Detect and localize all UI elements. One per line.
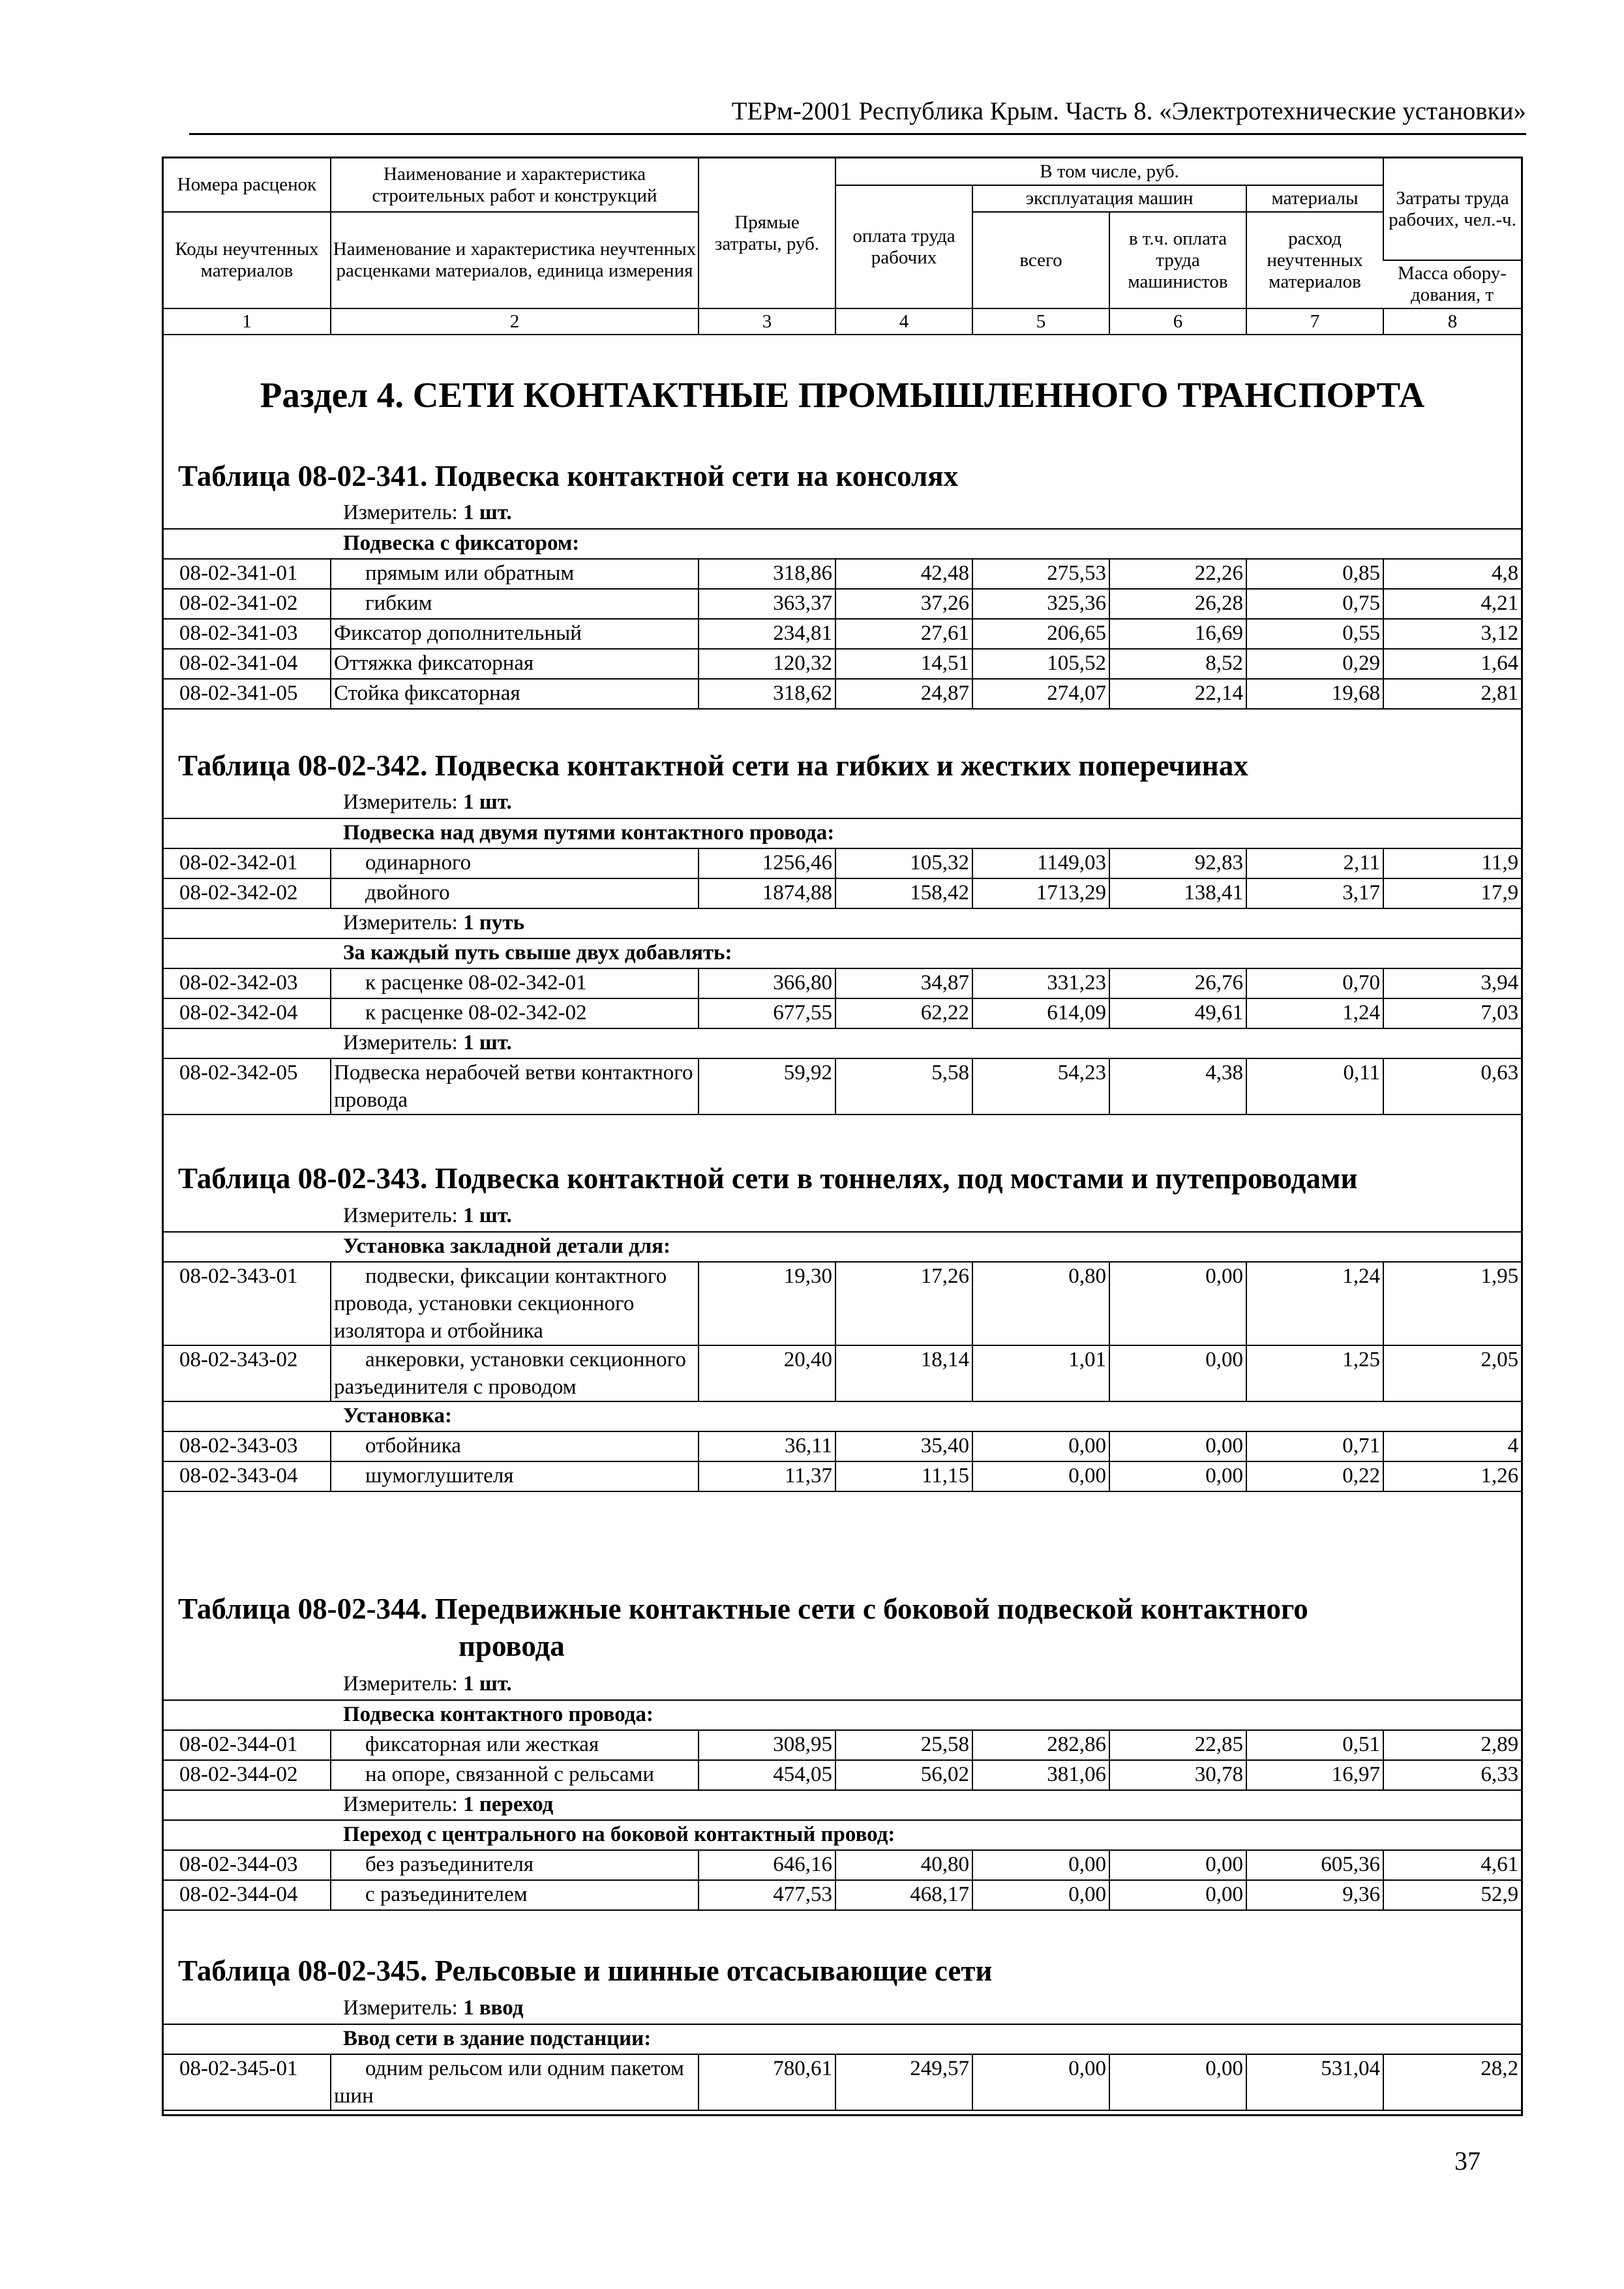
machines-total-value: 275,53 [972,559,1109,589]
header-rate-numbers: Номера расценок [164,158,331,212]
labor-hours-value: 3,12 [1383,619,1521,649]
machinist-pay-value: 0,00 [1109,1431,1246,1461]
machinist-pay-value: 4,38 [1109,1058,1246,1115]
machinist-pay-value: 26,28 [1109,589,1246,619]
table-title: Таблица 08-02-345. Рельсовые и шинные отсасывающие сети [178,1954,993,1987]
machinist-pay-value: 22,14 [1109,679,1246,709]
measure-cell [164,1028,1521,1058]
work-name: Фиксатор дополнительный [331,619,699,649]
machinist-pay-value: 49,61 [1109,998,1246,1028]
labor-hours-value: 4,21 [1383,589,1521,619]
rate-code: 08-02-343-02 [164,1345,331,1401]
header-material-codes: Коды неучтенных материалов [164,212,331,308]
running-header: ТЕРм-2001 Республика Крым. Часть 8. «Электротехнические установки» [189,97,1526,135]
materials-value: 0,22 [1246,1461,1383,1491]
measure-unit: 1 ввод [463,1996,524,2020]
labor-pay-value: 105,32 [835,848,972,878]
materials-value: 0,70 [1246,968,1383,998]
group-heading: Установка закладной детали для: [164,1232,1521,1262]
machines-total-value: 381,06 [972,1760,1109,1790]
machines-total-value: 0,80 [972,1262,1109,1345]
direct-cost-value: 11,37 [699,1461,835,1491]
rates-table-342 [164,788,1521,1115]
table-row [164,1058,1521,1115]
column-header-table [164,158,1521,335]
labor-hours-value: 1,95 [1383,1262,1521,1345]
rate-code: 08-02-344-03 [164,1850,331,1880]
direct-cost-value: 1256,46 [699,848,835,878]
table-title: Таблица 08-02-341. Подвеска контактной сети на консолях [178,460,959,492]
machinist-pay-value: 26,76 [1109,968,1246,998]
measure-row [164,1202,1521,1232]
rate-code: 08-02-341-02 [164,589,331,619]
work-name: анкеровки, установки секционного разъединителя с проводом [331,1345,699,1401]
machines-total-value: 1,01 [972,1345,1109,1401]
work-name: отбойника [331,1431,699,1461]
work-name: подвески, фиксации контактного провода, установки секционного изолятора и отбойника [331,1262,699,1345]
labor-hours-value: 1,64 [1383,649,1521,679]
work-name: к расценке 08-02-342-02 [331,998,699,1028]
rates-table-343 [164,1202,1521,1492]
machinist-pay-value: 0,00 [1109,1850,1246,1880]
direct-cost-value: 318,62 [699,679,835,709]
machines-total-value: 614,09 [972,998,1109,1028]
direct-cost-value: 36,11 [699,1431,835,1461]
rate-code: 08-02-342-05 [164,1058,331,1115]
labor-pay-value: 14,51 [835,649,972,679]
direct-cost-value: 19,30 [699,1262,835,1345]
table-row [164,679,1521,709]
labor-hours-value: 1,26 [1383,1461,1521,1491]
direct-cost-value: 780,61 [699,2054,835,2110]
group-heading: Установка: [164,1401,1521,1431]
work-name: шумоглушителя [331,1461,699,1491]
materials-value: 0,71 [1246,1431,1383,1461]
machines-total-value: 325,36 [972,589,1109,619]
materials-value: 1,24 [1246,1262,1383,1345]
materials-value: 3,17 [1246,878,1383,908]
machines-total-value: 0,00 [972,2054,1109,2110]
machinist-pay-value: 92,83 [1109,848,1246,878]
header-labor-pay: оплата труда рабочих [835,185,972,308]
labor-hours-value: 2,05 [1383,1345,1521,1401]
measure-unit: 1 шт. [463,790,512,814]
materials-value: 2,11 [1246,848,1383,878]
measure-label: Измеритель: [343,1204,464,1227]
materials-value: 19,68 [1246,679,1383,709]
materials-value: 531,04 [1246,2054,1383,2110]
labor-hours-value: 4,61 [1383,1850,1521,1880]
table-row [164,1880,1521,1910]
measure-row [164,908,1521,938]
machines-total-value: 0,00 [972,1431,1109,1461]
machinist-pay-value: 0,00 [1109,2054,1246,2110]
group-row [164,818,1521,848]
measure-label: Измеритель: [343,1793,464,1816]
labor-pay-value: 35,40 [835,1431,972,1461]
work-name: Оттяжка фиксаторная [331,649,699,679]
table-row [164,968,1521,998]
measure-unit: 1 шт. [463,1031,512,1055]
header-machines-total: всего [972,212,1109,308]
labor-pay-value: 62,22 [835,998,972,1028]
machinist-pay-value: 30,78 [1109,1760,1246,1790]
measure-cell [164,788,1521,818]
machines-total-value: 0,00 [972,1880,1109,1910]
work-name: Подвеска нерабочей ветви контактного провода [331,1058,699,1115]
machines-total-value: 274,07 [972,679,1109,709]
table-row [164,649,1521,679]
price-table-frame [162,157,1523,2116]
measure-cell [164,1994,1521,2024]
labor-pay-value: 18,14 [835,1345,972,1401]
direct-cost-value: 454,05 [699,1760,835,1790]
rate-code: 08-02-341-05 [164,679,331,709]
labor-hours-value: 17,9 [1383,878,1521,908]
work-name: одним рельсом или одним пакетом шин [331,2054,699,2110]
table-row [164,1431,1521,1461]
work-name: фиксаторная или жесткая [331,1730,699,1760]
header-equipment-mass: Масса обору-дования, т [1383,260,1521,308]
work-name: одинарного [331,848,699,878]
rate-code: 08-02-343-01 [164,1262,331,1345]
labor-hours-value: 28,2 [1383,2054,1521,2110]
group-heading: Подвеска контактного провода: [164,1700,1521,1730]
labor-pay-value: 34,87 [835,968,972,998]
measure-cell [164,1670,1521,1700]
rates-table-345 [164,1994,1521,2111]
group-row [164,1820,1521,1850]
group-heading: Ввод сети в здание подстанции: [164,2024,1521,2054]
rate-code: 08-02-345-01 [164,2054,331,2110]
rate-code: 08-02-344-04 [164,1880,331,1910]
labor-hours-value: 7,03 [1383,998,1521,1028]
table-row [164,848,1521,878]
column-number-row [164,308,1521,335]
direct-cost-value: 59,92 [699,1058,835,1115]
group-heading: Подвеска над двумя путями контактного провода: [164,818,1521,848]
measure-label: Измеритель: [343,501,464,524]
direct-cost-value: 20,40 [699,1345,835,1401]
measure-unit: 1 шт. [463,1204,512,1227]
materials-value: 1,25 [1246,1345,1383,1401]
group-heading: Подвеска с фиксатором: [164,529,1521,559]
machines-total-value: 206,65 [972,619,1109,649]
measure-label: Измеритель: [343,1031,464,1055]
header-including: В том числе, руб. [835,158,1383,185]
group-heading: Переход с центрального на боковой контактный провод: [164,1820,1521,1850]
materials-value: 0,85 [1246,559,1383,589]
labor-hours-value: 11,9 [1383,848,1521,878]
measure-label: Измеритель: [343,790,464,814]
materials-value: 0,55 [1246,619,1383,649]
labor-pay-value: 17,26 [835,1262,972,1345]
machines-total-value: 0,00 [972,1850,1109,1880]
machines-total-value: 1713,29 [972,878,1109,908]
machines-total-value: 54,23 [972,1058,1109,1115]
column-number: 5 [972,308,1109,335]
work-name: к расценке 08-02-342-01 [331,968,699,998]
machines-total-value: 105,52 [972,649,1109,679]
labor-hours-value: 3,94 [1383,968,1521,998]
measure-row [164,1028,1521,1058]
header-unaccounted-materials: расход неучтенных материалов [1246,212,1383,308]
labor-pay-value: 42,48 [835,559,972,589]
direct-cost-value: 318,86 [699,559,835,589]
measure-unit: 1 путь [463,911,525,935]
rate-code: 08-02-342-02 [164,878,331,908]
rates-table-344 [164,1670,1521,1911]
machinist-pay-value: 0,00 [1109,1461,1246,1491]
column-number: 4 [835,308,972,335]
direct-cost-value: 234,81 [699,619,835,649]
table-title: Таблица 08-02-343. Подвеска контактной сети в тоннелях, под мостами и путепроводами [178,1162,1358,1195]
header-direct-costs: Прямые затраты, руб. [699,158,835,308]
column-number: 1 [164,308,331,335]
measure-cell [164,1790,1521,1820]
machinist-pay-value: 22,85 [1109,1730,1246,1760]
machines-total-value: 331,23 [972,968,1109,998]
materials-value: 0,75 [1246,589,1383,619]
header-work-name: Наименование и характеристика строительных работ и конструкций [331,158,699,212]
materials-value: 0,51 [1246,1730,1383,1760]
direct-cost-value: 308,95 [699,1730,835,1760]
labor-pay-value: 11,15 [835,1461,972,1491]
measure-label: Измеритель: [343,1672,464,1696]
measure-row [164,1994,1521,2024]
group-row [164,1700,1521,1730]
labor-pay-value: 27,61 [835,619,972,649]
measure-row [164,499,1521,529]
group-row [164,529,1521,559]
column-number: 8 [1383,308,1521,335]
header-machines: эксплуатация машин [972,185,1246,212]
labor-hours-value: 0,63 [1383,1058,1521,1115]
group-heading: За каждый путь свыше двух добавлять: [164,938,1521,968]
materials-value: 9,36 [1246,1880,1383,1910]
measure-row [164,1670,1521,1700]
work-name: гибким [331,589,699,619]
table-title: Таблица 08-02-342. Подвеска контактной сети на гибких и жестких поперечинах [178,749,1248,782]
materials-value: 1,24 [1246,998,1383,1028]
table-row [164,1461,1521,1491]
labor-hours-value: 2,81 [1383,679,1521,709]
table-row [164,589,1521,619]
measure-cell [164,908,1521,938]
rate-code: 08-02-341-03 [164,619,331,649]
machines-total-value: 0,00 [972,1461,1109,1491]
group-row [164,1401,1521,1431]
column-number: 3 [699,308,835,335]
column-number: 6 [1109,308,1246,335]
rate-code: 08-02-343-04 [164,1461,331,1491]
machinist-pay-value: 0,00 [1109,1262,1246,1345]
rate-code: 08-02-341-04 [164,649,331,679]
machinist-pay-value: 8,52 [1109,649,1246,679]
direct-cost-value: 677,55 [699,998,835,1028]
rate-code: 08-02-344-02 [164,1760,331,1790]
table-row [164,2054,1521,2110]
rate-code: 08-02-343-03 [164,1431,331,1461]
labor-pay-value: 37,26 [835,589,972,619]
machinist-pay-value: 22,26 [1109,559,1246,589]
direct-cost-value: 366,80 [699,968,835,998]
table-row [164,619,1521,649]
materials-value: 0,29 [1246,649,1383,679]
table-title-continued: провода [459,1630,565,1662]
work-name: Стойка фиксаторная [331,679,699,709]
labor-pay-value: 56,02 [835,1760,972,1790]
materials-value: 16,97 [1246,1760,1383,1790]
work-name: без разъединителя [331,1850,699,1880]
work-name: с разъединителем [331,1880,699,1910]
labor-pay-value: 25,58 [835,1730,972,1760]
measure-label: Измеритель: [343,911,464,935]
table-row [164,1345,1521,1401]
measure-cell [164,499,1521,529]
header-labor-cost: Затраты труда рабочих, чел.-ч. [1383,158,1521,260]
group-row [164,1232,1521,1262]
page-number: 37 [1454,2146,1481,2176]
labor-pay-value: 158,42 [835,878,972,908]
measure-label: Измеритель: [343,1996,464,2020]
table-row [164,1850,1521,1880]
materials-value: 605,36 [1246,1850,1383,1880]
direct-cost-value: 477,53 [699,1880,835,1910]
labor-pay-value: 24,87 [835,679,972,709]
labor-hours-value: 2,89 [1383,1730,1521,1760]
labor-pay-value: 468,17 [835,1880,972,1910]
measure-unit: 1 переход [463,1793,554,1816]
machinist-pay-value: 0,00 [1109,1345,1246,1401]
column-number: 2 [331,308,699,335]
materials-value: 0,11 [1246,1058,1383,1115]
labor-pay-value: 249,57 [835,2054,972,2110]
table-row [164,998,1521,1028]
direct-cost-value: 1874,88 [699,878,835,908]
labor-pay-value: 5,58 [835,1058,972,1115]
column-number: 7 [1246,308,1383,335]
labor-hours-value: 4,8 [1383,559,1521,589]
work-name: прямым или обратным [331,559,699,589]
labor-hours-value: 6,33 [1383,1760,1521,1790]
rate-code: 08-02-342-04 [164,998,331,1028]
measure-row [164,1790,1521,1820]
labor-hours-value: 52,9 [1383,1880,1521,1910]
machinist-pay-value: 138,41 [1109,878,1246,908]
work-name: двойного [331,878,699,908]
machines-total-value: 282,86 [972,1730,1109,1760]
work-name: на опоре, связанной с рельсами [331,1760,699,1790]
rates-table-341 [164,499,1521,710]
measure-unit: 1 шт. [463,501,512,524]
rate-code: 08-02-341-01 [164,559,331,589]
table-row [164,559,1521,589]
header-material-name: Наименование и характеристика неучтенных расценками материалов, единица измерения [331,212,699,308]
machinist-pay-value: 0,00 [1109,1880,1246,1910]
measure-row [164,788,1521,818]
table-row [164,1760,1521,1790]
rate-code: 08-02-342-03 [164,968,331,998]
table-title: Таблица 08-02-344. Передвижные контактные сети с боковой подвеской контактного [178,1593,1308,1625]
group-row [164,2024,1521,2054]
group-row [164,938,1521,968]
table-row [164,1730,1521,1760]
labor-hours-value: 4 [1383,1431,1521,1461]
table-row [164,1262,1521,1345]
machines-total-value: 1149,03 [972,848,1109,878]
rate-code: 08-02-342-01 [164,848,331,878]
table-row [164,878,1521,908]
header-machinist-pay: в т.ч. оплата труда машинистов [1109,212,1246,308]
direct-cost-value: 646,16 [699,1850,835,1880]
header-materials: материалы [1246,185,1383,212]
measure-cell [164,1202,1521,1232]
section-title: Раздел 4. СЕТИ КОНТАКТНЫЕ ПРОМЫШЛЕННОГО ТРАНСПОРТА [260,375,1425,415]
machinist-pay-value: 16,69 [1109,619,1246,649]
rate-code: 08-02-344-01 [164,1730,331,1760]
labor-pay-value: 40,80 [835,1850,972,1880]
direct-cost-value: 363,37 [699,589,835,619]
measure-unit: 1 шт. [463,1672,512,1696]
direct-cost-value: 120,32 [699,649,835,679]
